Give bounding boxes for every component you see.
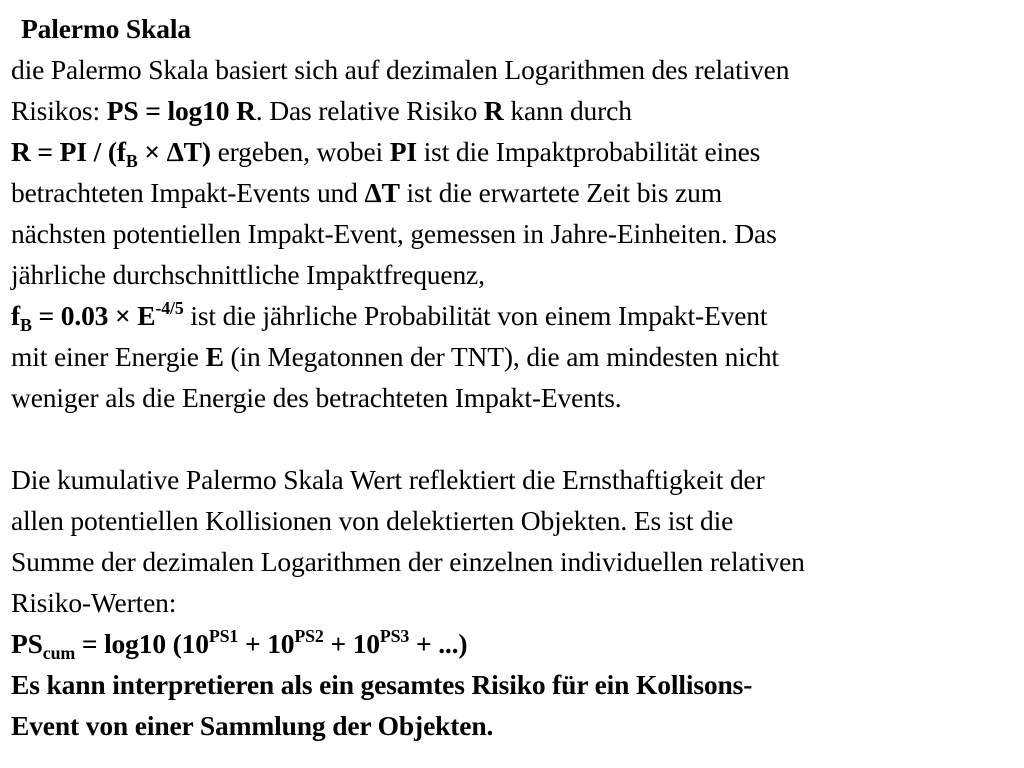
superscript: PS1 [208,626,239,647]
subscript: B [20,315,32,336]
text-fragment: ist die erwartete Zeit bis zum [399,177,722,208]
e-symbol: E [205,341,224,372]
text-line [11,131,1016,172]
text-line: Risiko-Werten: [11,587,177,618]
text-fragment: (in Megatonnen der TNT), die am mindesten nicht [223,341,779,372]
ps-formula: PS = log10 R [106,95,256,126]
text-line: allen potentiellen Kollisionen von delektierten Objekten. Es ist die [11,505,734,536]
text-line: nächsten potentiellen Impakt-Event, gemessen in Jahre-Einheiten. Das [11,218,777,249]
formula-part: = log10 (10 [75,628,209,659]
formula-part: × ΔT) [137,136,211,167]
text-fragment: ergeben, wobei [210,136,390,167]
subscript: cum [42,643,76,664]
formula-part: = 0.03 × E [31,300,156,331]
superscript: -4/5 [155,298,184,319]
subscript: B [125,151,138,172]
paragraph-spacer [11,418,1016,459]
pi-symbol: PI [389,136,417,167]
fb-formula [11,298,184,336]
formula-part: + 10 [323,628,380,659]
text-fragment: betrachteten Impakt-Events und [11,177,365,208]
text-line: Es kann interpretieren als ein gesamtes Risiko für ein Kollisons- [11,669,753,700]
formula [11,626,468,664]
formula-part: R = PI / (f [11,136,126,167]
text-line [11,295,1016,336]
text-fragment: ist die jährliche Probabilität von einem Impakt-Event [183,300,768,331]
superscript: PS2 [294,626,324,647]
formula-part: f [11,300,21,331]
text-line: Die kumulative Palermo Skala Wert reflektiert die Ernsthaftigkeit der [11,464,765,495]
delta-t-symbol: ΔT [364,177,400,208]
text-line [11,90,1016,131]
text-fragment: . Das relative Risiko [255,95,484,126]
text-line: jährliche durchschnittliche Impaktfrequenz, [11,259,485,290]
conclusion [11,664,1016,746]
formula-part: + ...) [409,628,468,659]
text-line: Event von einer Sammlung der Objekten. [11,710,494,741]
text-fragment: kann durch [503,95,632,126]
r-symbol: R [483,95,504,126]
cumulative-formula [11,623,1016,664]
r-formula [11,136,211,172]
text-line: weniger als die Energie des betrachteten Impakt-Events. [11,382,622,413]
superscript: PS3 [379,626,410,647]
text-fragment: mit einer Energie [11,341,206,372]
definition-paragraph [11,49,1016,418]
text-line: Summe der dezimalen Logarithmen der einzelnen individuellen relativen [11,546,805,577]
slide-content [11,8,1016,746]
formula-part: + 10 [238,628,295,659]
cumulative-paragraph [11,459,1016,623]
formula-part: PS [11,628,43,659]
text-line [11,172,1016,213]
text-fragment: ist die Impaktprobabilität eines [416,136,761,167]
text-line [11,336,1016,377]
text-fragment: Risikos: [11,95,107,126]
slide-title: Palermo Skala [21,13,191,44]
text-line: die Palermo Skala basiert sich auf dezimalen Logarithmen des relativen [11,54,790,85]
